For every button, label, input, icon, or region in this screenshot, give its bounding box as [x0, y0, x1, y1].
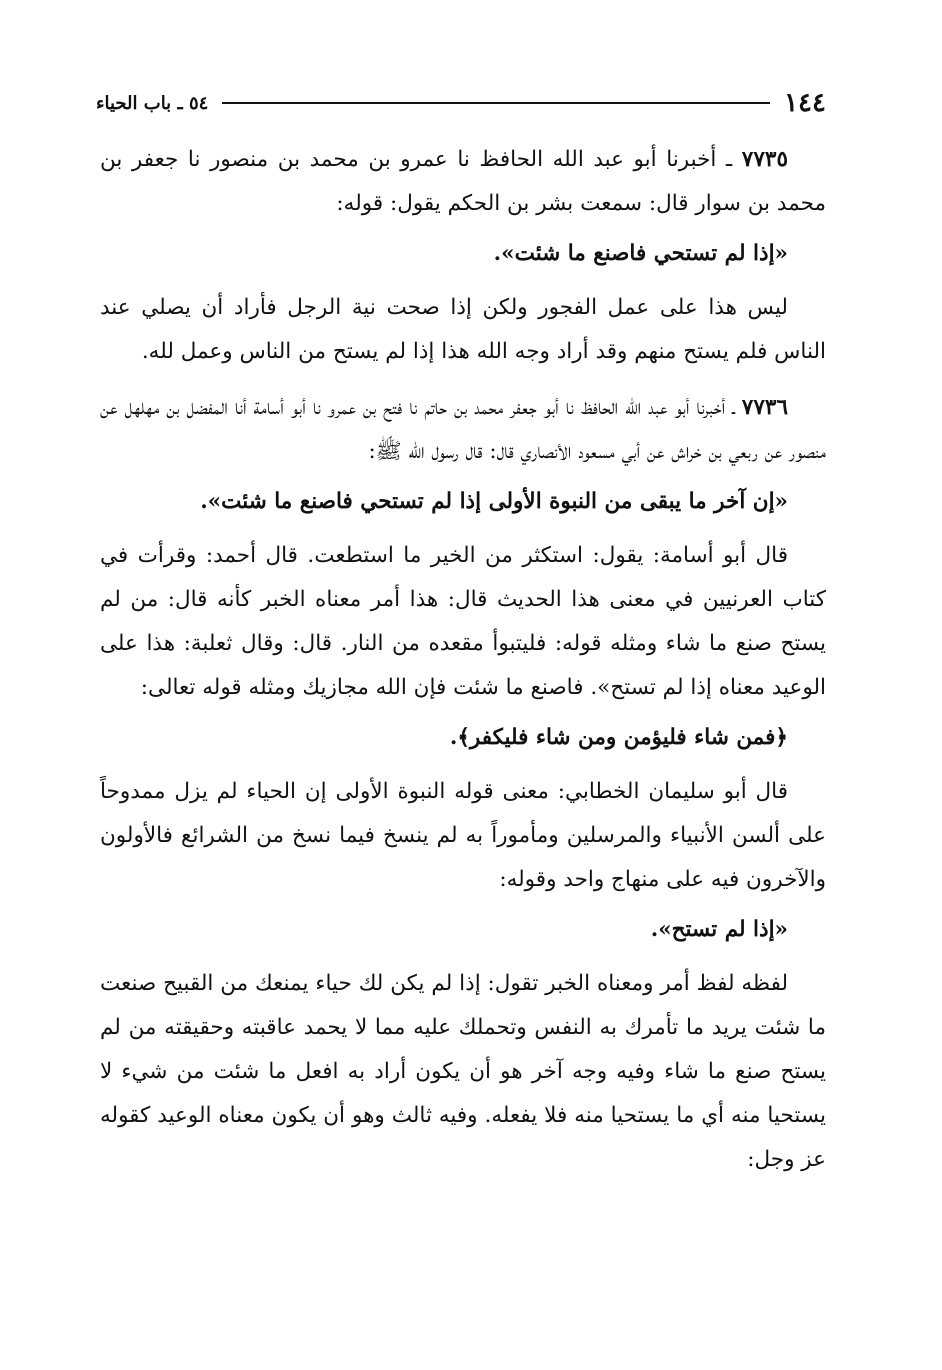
hadith-number: ٧٧٣٦: [741, 395, 788, 420]
hadith-7736: [100, 386, 826, 474]
quote-1: «إذا لم تستحي فاصنع ما شئت».: [493, 241, 788, 266]
quote-3: «إذا لم تستح».: [650, 917, 788, 942]
commentary-paragraph: قال أبو أسامة: يقول: استكثر من الخير ما استطعت. قال أحمد: وقرأت في كتاب العرنيين في معنى هذا الحديث قال: هذا أمر معناه الخبر كأنه قال: من لم يستح صنع ما شاء ومثله قوله: فليتبوأ مقعده من النار. قال: وقال ثعلبة: هذا على الوعيد معناه إذا لم تستح». فاصنع ما شئت فإن الله مجازيك ومثله قوله تعالى:: [100, 543, 826, 700]
commentary-paragraph: لفظه لفظ أمر ومعناه الخبر تقول: إذا لم يكن لك حياء يمنعك من القبيح صنعت ما شئت يريد ما تأمرك به النفس وتحملك عليه مما لا يحمد عاقبته وحقيقته من لم يستح صنع ما شاء وفيه وجه آخر هو أن يكون أراد به افعل ما شئت من شيء لا يستحيا منه أي ما يستحيا منه فلا يفعله. وفيه ثالث وهو أن يكون معناه الوعيد كقوله عز وجل:: [100, 971, 826, 1172]
hadith-text: ـ أخبرنا أبو عبد الله الحافظ نا عمرو بن محمد بن منصور نا جعفر بن محمد بن سوار قال: سمعت بشر بن الحكم يقول: قوله:: [100, 147, 826, 216]
header-rule: [222, 102, 770, 104]
hadith-text: ـ أخبرنا أبو عبد الله الحافظ نا أبو جعفر محمد بن حاتم نا فتح بن عمرو نا أبو أسامة أنا المفضل بن مهلهل عن منصور عن ربعي بن خراش عن أبي مسعود الأنصاري قال: قال رسول الله ﷺ:: [100, 395, 826, 464]
quote-2: «إن آخر ما يبقى من النبوة الأولى إذا لم تستحي فاصنع ما شئت».: [200, 489, 788, 514]
page-body: [100, 138, 826, 1182]
hadith-number: ٧٧٣٥: [741, 147, 788, 172]
page-number: ١٤٤: [784, 88, 826, 118]
commentary-paragraph: ليس هذا على عمل الفجور ولكن إذا صحت نية الرجل فأراد أن يصلي عند الناس فلم يستح منهم وقد أراد وجه الله هذا إذا لم يستح من الناس وعمل لله.: [100, 295, 826, 364]
chapter-title: ٥٤ ـ باب الحياء: [96, 92, 209, 114]
commentary-paragraph: قال أبو سليمان الخطابي: معنى قوله النبوة الأولى إن الحياء لم يزل ممدوحاً على ألسن الأنبياء والمرسلين ومأموراً به لم ينسخ فيما نسخ من الشرائع فالأولون والآخرون فيه على منهاج واحد وقوله:: [100, 779, 826, 892]
page-header: [96, 86, 826, 120]
hadith-7735: [100, 138, 826, 226]
quran-verse: ﴿فمن شاء فليؤمن ومن شاء فليكفر﴾.: [449, 725, 788, 750]
